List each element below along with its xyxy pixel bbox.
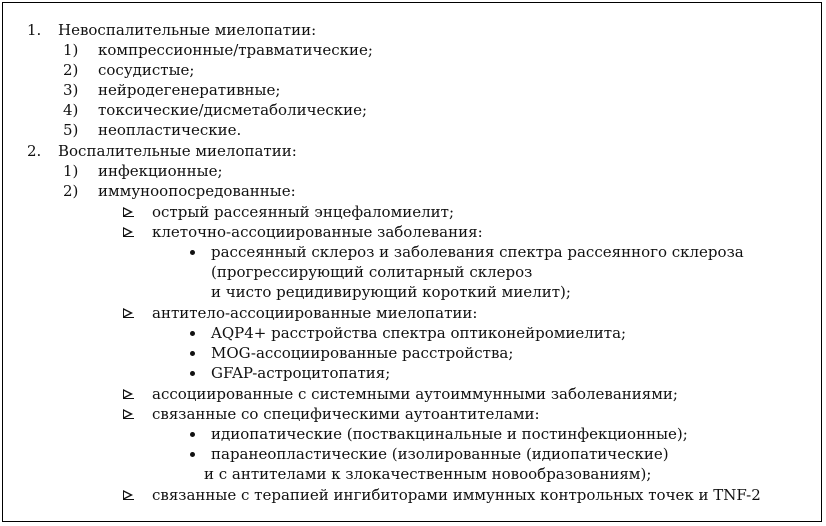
list-item: Невоспалительные миелопатии:: [58, 21, 317, 39]
list-number: 3): [63, 81, 79, 99]
list-item: токсические/дисметаболические;: [98, 101, 368, 119]
list-item: острый рассеянный энцефаломиелит;: [152, 203, 455, 221]
list-number: 2.: [27, 142, 42, 160]
list-item: идиопатические (поствакцинальные и постинфекционные);: [211, 425, 688, 443]
arrow-bullet-icon: [123, 404, 137, 424]
list-item: рассеянный склероз и заболевания спектра рассеянного склероза: [211, 243, 744, 261]
list-item: неопластические.: [98, 121, 242, 139]
arrow-bullet-icon: [123, 384, 137, 404]
list-item-continuation: и с антителами к злокачественным новообразованиям);: [204, 465, 652, 483]
list-item: сосудистые;: [98, 61, 195, 79]
list-item-continuation: и чисто рецидивирующий короткий миелит);: [211, 283, 571, 301]
list-item: Воспалительные миелопатии:: [58, 142, 297, 160]
list-number: 1): [63, 162, 79, 180]
list-item: ассоциированные с системными аутоиммунными заболеваниями;: [152, 385, 678, 403]
list-item: инфекционные;: [98, 162, 223, 180]
arrow-bullet-icon: [123, 202, 137, 222]
bullet-dot-icon: [190, 250, 195, 255]
list-item: паранеопластические (изолированные (идиопатические): [211, 445, 669, 463]
list-item: GFAP-астроцитопатия;: [211, 364, 391, 382]
list-item: антитело-ассоциированные миелопатии:: [152, 304, 478, 322]
list-number: 2): [63, 61, 79, 79]
list-item: MOG-ассоциированные расстройства;: [211, 344, 514, 362]
bullet-dot-icon: [190, 331, 195, 336]
list-item: связанные с терапией ингибиторами иммунных контрольных точек и TNF-2: [152, 486, 761, 504]
list-item: иммуноопосредованные:: [98, 182, 296, 200]
list-number: 4): [63, 101, 79, 119]
bullet-dot-icon: [190, 371, 195, 376]
list-number: 1): [63, 41, 79, 59]
list-number: 1.: [27, 21, 42, 39]
list-item: связанные со специфическими аутоантителами:: [152, 405, 540, 423]
bullet-dot-icon: [190, 351, 195, 356]
bullet-dot-icon: [190, 452, 195, 457]
list-item: AQP4+ расстройства спектра оптиконейромиелита;: [211, 324, 627, 342]
list-number: 2): [63, 182, 79, 200]
list-number: 5): [63, 121, 79, 139]
list-item: нейродегенеративные;: [98, 81, 281, 99]
list-item-continuation: (прогрессирующий солитарный склероз: [211, 263, 533, 281]
bullet-dot-icon: [190, 432, 195, 437]
list-item: компрессионные/травматические;: [98, 41, 373, 59]
list-item: клеточно-ассоциированные заболевания:: [152, 223, 483, 241]
arrow-bullet-icon: [123, 222, 137, 242]
arrow-bullet-icon: [123, 303, 137, 323]
arrow-bullet-icon: [123, 485, 137, 505]
